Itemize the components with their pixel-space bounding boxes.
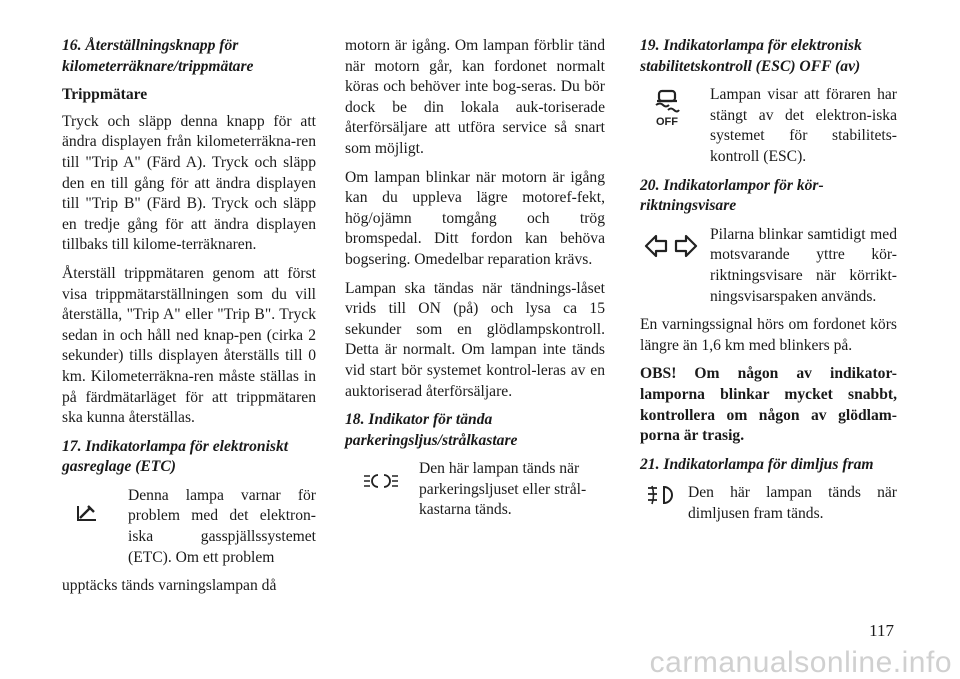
turn-signal-text: Pilarna blinkar samtidigt med motsvarande yttre kör-riktningsvisare när körrikt-ningsvisarspaken används. [710, 225, 897, 305]
heading-21: 21. Indikatorlampa för dimljus fram [640, 455, 874, 473]
paragraph-warning-signal: En varningssignal hörs om fordonet körs längre än 1,6 km med blinkers på. [640, 316, 897, 354]
esc-off-icon [650, 89, 684, 129]
column-1 [62, 36, 316, 605]
column-3 [640, 36, 897, 532]
parking-light-icon [363, 473, 399, 489]
paragraph-trip-1: Tryck och släpp denna knapp för att ändra displayen från kilometerräkna-ren till "Trip A" (Färd A). Tryck och släpp den en till gång för att ändra displayen till "Trip B" (Färd B). Tryck och släpp en tredje gång för att ändra displayen tillbaks till kilome-terräknaren. [62, 112, 316, 254]
heading-20: 20. Indikatorlampor för kör-riktningsvisare [640, 176, 824, 215]
subheading-trip: Trippmätare [62, 86, 148, 104]
obs-note: OBS! Om någon av indikator-lamporna blinkar mycket snabbt, kontrollera om någon av glödlam-porna är trasig. [640, 365, 897, 445]
page-number: 117 [869, 621, 894, 640]
etc-block [62, 486, 316, 568]
etc-throttle-icon [76, 504, 98, 522]
watermark: carmanualsonline.info [649, 646, 952, 679]
front-fog-light-icon [646, 485, 676, 505]
heading-17: 17. Indikatorlampa för elektroniskt gasreglage (ETC) [62, 437, 289, 476]
front-fog-block [640, 483, 897, 524]
etc-text: Denna lampa varnar för problem med det elektron-iska gasspjällssystemet (ETC). Om ett problem [128, 486, 316, 566]
front-fog-text: Den här lampan tänds när dimljusen fram tänds. [688, 484, 897, 522]
esc-off-text: Lampan visar att föraren har stängt av det elektron-iska systemet för stabilitets-kontroll (ESC). [710, 86, 897, 165]
esc-off-block [640, 85, 897, 167]
paragraph-etc-1: motorn är igång. Om lampan förblir tänd när motorn går, kan fordonet normalt köras och behöver inte bog-seras. Du bör dock be din lokala auk-toriserade återförsäljare att utföra service så snart som möjligt. [345, 37, 605, 157]
etc-text-continued: upptäcks tänds varningslampan då [62, 577, 277, 595]
parking-light-text: Den här lampan tänds när parkeringsljuset eller strål-kastarna tänds. [419, 460, 587, 519]
paragraph-etc-3: Lampan ska tändas när tändnings-låset vrids till ON (på) och lysa ca 15 sekunder som en glödlampskontroll. Detta är normalt. Om lampan inte tänds vid start bör systemet kontrol-leras av en auktoriserad återförsäljare. [345, 279, 605, 400]
heading-19: 19. Indikatorlampa för elektronisk stabilitetskontroll (ESC) OFF (av) [640, 37, 862, 75]
parking-light-block [345, 459, 605, 521]
svg-text:OFF: OFF [656, 116, 678, 129]
heading-18: 18. Indikator för tända parkeringsljus/strålkastare [345, 411, 518, 449]
paragraph-etc-2: Om lampan blinkar när motorn är igång kan du uppleva lägre motoref-fekt, hög/ojämn tomgång och trög bromspedal. Ditt fordon kan behöva bogsering. Omedelbar reparation krävs. [345, 168, 605, 268]
turn-signal-arrows-icon [644, 233, 698, 259]
turn-signal-block [640, 225, 897, 307]
column-2 [345, 36, 605, 529]
paragraph-trip-2: Återställ trippmätaren genom att först visa trippmätarställningen som du vill återställa, "Trip A" eller "Trip B". Tryck sedan in och håll ned knap-pen (cirka 2 sekunder) tills displayen återställs till 0 km. Kilometerräkna-ren måste ställas in på färdmätarläget för att trippmätaren ska kunna återställas. [62, 264, 316, 427]
heading-16: 16. Återställningsknapp för kilometerräknare/trippmätare [62, 37, 254, 75]
